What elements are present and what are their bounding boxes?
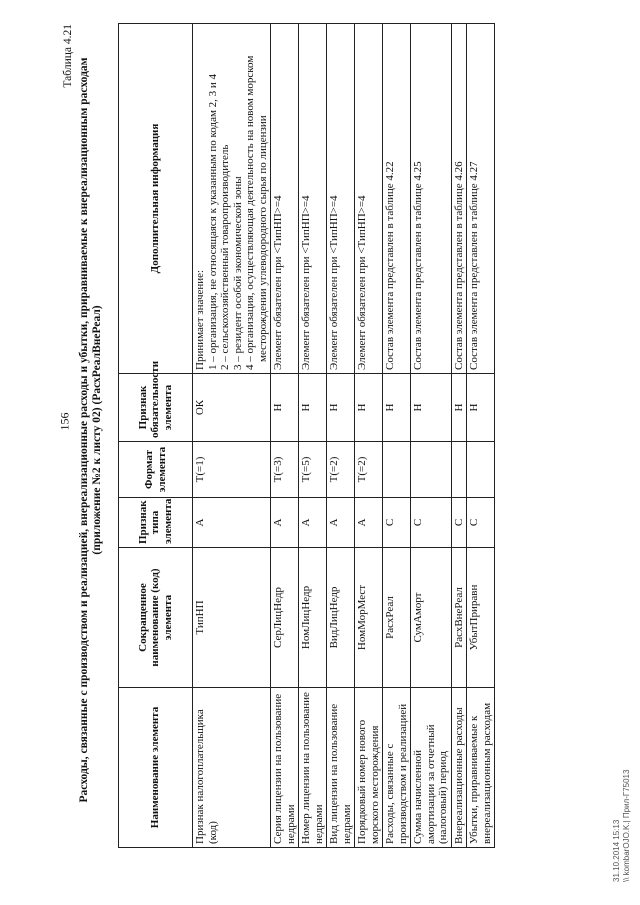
table-row [451,24,467,848]
cell-required: Н [451,374,467,442]
table-title: Расходы, связанные с производством и реализацией, внереализационные расходы и убытки, приравниваемые к внереализационным расходам (приложение №2 к листу 02) (РасхРеалВнеРеал) [78,57,103,803]
cell-type: С [411,498,452,548]
info-value: 3 – резидент особой экономической зоны [231,176,244,370]
cell-type: С [467,498,495,548]
table-row [327,24,355,848]
cell-required: Н [355,374,383,442]
cell-name: Расходы, связанные с производством и реализацией [383,688,411,848]
table-row [299,24,327,848]
cell-short-name: РасхРеал [383,548,411,688]
info-intro: Принимает значение: [194,269,206,370]
cell-short-name: ВидЛицНедр [327,548,355,688]
cell-format: T(=1) [193,442,271,498]
info-values-list [207,27,270,370]
cell-name: Сумма начисленной амортизации за отчетный (налоговый) период [411,688,452,848]
cell-short-name: УбытПриравн [467,548,495,688]
cell-info: Состав элемента представлен в таблице 4.27 [467,24,495,374]
cell-info: Элемент обязателен при <ТипНП>=4 [327,24,355,374]
cell-type: А [193,498,271,548]
table-row [383,24,411,848]
cell-format: T(=3) [271,442,299,498]
cell-type: А [327,498,355,548]
cell-format [467,442,495,498]
cell-type: А [271,498,299,548]
cell-format [411,442,452,498]
header-required: Признак обязательности элемента [119,374,193,442]
cell-format: T(=2) [355,442,383,498]
cell-required: Н [327,374,355,442]
cell-required: Н [383,374,411,442]
cell-name: Номер лицензии на пользование недрами [299,688,327,848]
cell-info: Элемент обязателен при <ТипНП>=4 [299,24,327,374]
cell-short-name: СумАморт [411,548,452,688]
cell-name: Внереализационные расходы [451,688,467,848]
cell-required: Н [271,374,299,442]
cell-short-name: РасхВнеРеал [451,548,467,688]
cell-type: С [451,498,467,548]
cell-format [451,442,467,498]
cell-format: T(=2) [327,442,355,498]
elements-table [118,23,495,848]
header-info: Дополнительная информация [119,24,193,374]
header-short-name: Сокращенное наименование (код) элемента [119,548,193,688]
footer-timestamp: 31.10.2014 15:13 [612,819,621,882]
table-row [271,24,299,848]
cell-info: Состав элемента представлен в таблице 4.25 [411,24,452,374]
cell-info: Состав элемента представлен в таблице 4.22 [383,24,411,374]
rotated-page-content [58,12,590,848]
table-header-row [119,24,193,848]
cell-name: Признак налогоплательщика (код) [193,688,271,848]
cell-info: Состав элемента представлен в таблице 4.26 [451,24,467,374]
cell-info: Элемент обязателен при <ТипНП>=4 [355,24,383,374]
header-type: Признак типа элемента [119,498,193,548]
cell-short-name: НомМорМест [355,548,383,688]
cell-required: Н [411,374,452,442]
cell-name: Серия лицензии на пользование недрами [271,688,299,848]
cell-required: Н [467,374,495,442]
cell-short-name: ТипНП [193,548,271,688]
info-value: 1 – организация, не относящаяся к указанным по кодам 2, 3 и 4 [206,73,219,370]
header-format: Формат элемента [119,442,193,498]
table-number: Таблица 4.21 [62,24,74,88]
cell-format [383,442,411,498]
header-name: Наименование элемента [119,688,193,848]
page-number: 156 [57,412,72,431]
footer-file-path: \\ kombarOJO.K.| Прил-Г75013 [622,769,631,882]
cell-name: Вид лицензии на пользование недрами [327,688,355,848]
table-row [193,24,271,848]
info-value: 2 – сельскохозяйственный товаропроизводитель [219,144,231,370]
table-row [467,24,495,848]
cell-format: T(=5) [299,442,327,498]
cell-type: А [355,498,383,548]
cell-name: Порядковый номер нового морского месторождения [355,688,383,848]
table-row [355,24,383,848]
cell-short-name: НомЛицНедр [299,548,327,688]
table-row [411,24,452,848]
cell-type: А [299,498,327,548]
cell-required: ОК [193,374,271,442]
cell-info [193,24,271,374]
cell-info: Элемент обязателен при <ТипНП>=4 [271,24,299,374]
print-footer [612,642,631,882]
cell-name: Убытки, приравниваемые к внереализационным расходам [467,688,495,848]
cell-type: С [383,498,411,548]
cell-short-name: СерЛицНедр [271,548,299,688]
cell-required: Н [299,374,327,442]
info-value: 4 – организация, осуществляющая деятельность на новом морском месторождении углеводородного сырья по лицензии [244,55,269,370]
